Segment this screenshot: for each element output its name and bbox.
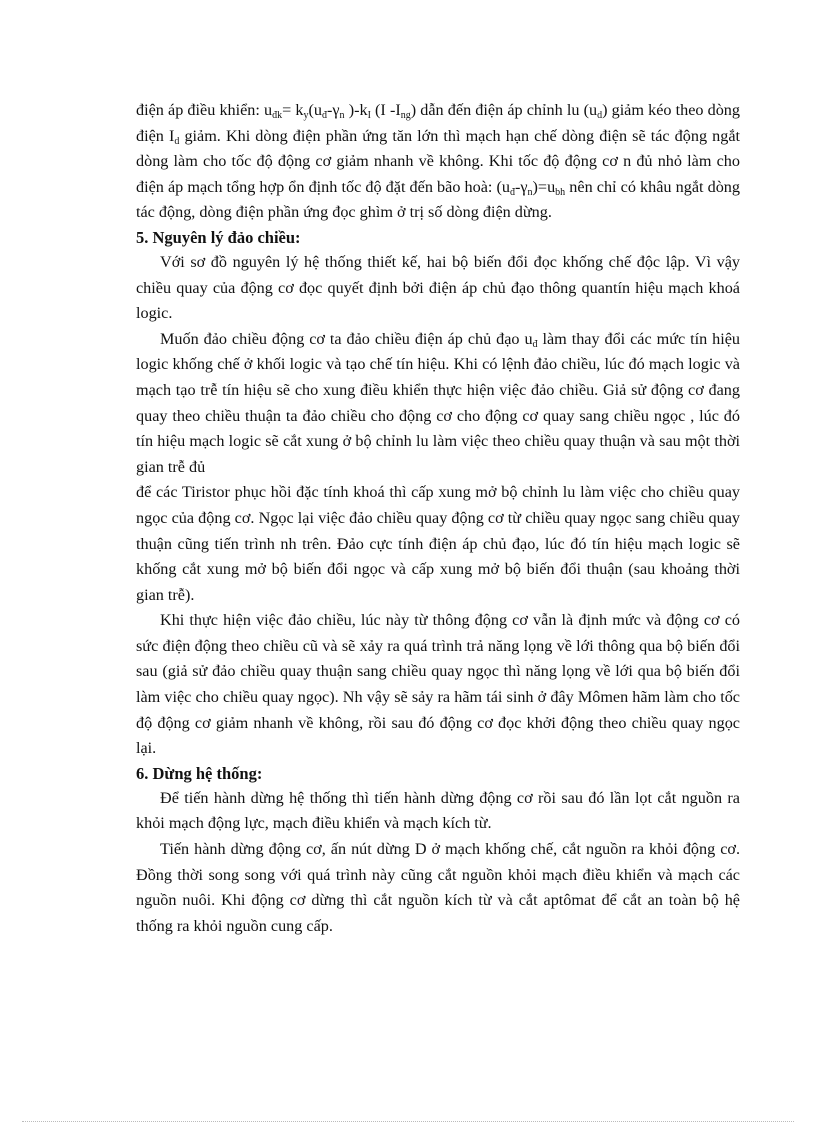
section-5-paragraph-1: Với sơ đồ nguyên lý hệ thống thiết kế, hai bộ biến đổi đọc khống chế độc lập. Vì vậy chiều quay của động cơ đọc quyết định bởi điện áp chủ đạo thông quantín hiệu mạch khoá logic. xyxy=(136,252,740,323)
section-5-paragraph-2: Muốn đảo chiều động cơ ta đảo chiều điện áp chủ đạo $u_đ$ làm thay đổi các mức tín hiệu logic khống chế ở khối logic và tạo chế tín hiệu. Khi có lệnh đảo chiều, lúc đó mạch logic và mạch tạo trễ tín hiệu sẽ cho xung điều khiển thực hiện việc đảo chiều. Giả sử động cơ đang quay theo chiều thuận ta đảo chiều cho động cơ cho động cơ quay sang chiều ngọc , lúc đó tín hiệu mạch logic sẽ cắt xung ở bộ chỉnh lu làm việc theo chiều quay thuận và sau một thời gian trễ đủ xyxy=(136,329,740,476)
footer-divider xyxy=(22,1121,794,1122)
section-5-paragraph-3: để các Tiristor phục hồi đặc tính khoá thì cấp xung mở bộ chỉnh lu làm việc cho chiều quay ngọc của động cơ. Ngọc lại việc đảo chiều quay động cơ từ chiều quay ngọc sang chiều quay thuận cũng tiến trình nh trên. Đảo cực tính điện áp chủ đạo, lúc đó tín hiệu mạch logic sẽ khống cắt xung mở bộ biến đổi ngọc và cấp xung mở bộ biến đổi thuận (sau khoảng thời gian trễ). xyxy=(136,483,740,604)
paragraph-control-voltage: điện áp điều khiển: $u_{đk}= k_y(u_đ-\gamma_n$ )$-k_I$ (I $-I_{ng}$) dẫn đến điện áp chỉnh lu $(u_d)$ giảm kéo theo dòng điện $I_d$ giảm. Khi dòng điện phần ứng tăn lớn thì mạch hạn chế dòng điện sẽ tác động ngắt dòng làm cho tốc độ động cơ giảm nhanh về không. Khi tốc độ động cơ n đủ nhỏ làm cho điện áp mạch tổng hợp ổn định tốc độ đặt đến bão hoà: $(u_đ-\gamma_n)=u_{bh}$ nên chỉ có khâu ngắt dòng tác động, dòng điện phần ứng đọc ghìm ở trị số dòng điện dừng. xyxy=(136,101,740,222)
section-5-heading: 5. Nguyên lý đảo chiều: xyxy=(136,227,301,247)
section-6-paragraph-1: Để tiến hành dừng hệ thống thì tiến hành dừng động cơ rồi sau đó lần lọt cắt nguồn ra khỏi mạch động lực, mạch điều khiển và mạch kích từ. xyxy=(136,788,740,833)
document-page xyxy=(136,98,740,939)
section-6-heading: 6. Dừng hệ thống: xyxy=(136,763,263,783)
section-6-paragraph-2: Tiến hành dừng động cơ, ấn nút dừng D ở mạch khống chế, cắt nguồn ra khỏi động cơ. Đồng thời song song với quá trình này cũng cắt nguồn khỏi mạch điều khiển và mạch các nguồn nuôi. Khi động cơ dừng thì cắt nguồn kích từ và cắt aptômat để cắt an toàn bộ hệ thống ra khỏi nguồn cung cấp. xyxy=(136,840,740,935)
section-5-paragraph-4: Khi thực hiện việc đảo chiều, lúc này từ thông động cơ vẫn là định mức và động cơ có sức điện động theo chiều cũ và sẽ xảy ra quá trình trả năng lọng về lới thông qua bộ biến đổi sau (giả sử đảo chiều quay thuận sang chiều quay ngọc thì năng lọng về lới qua bộ biến đổi làm việc cho chiều quay ngọc). Nh vậy sẽ sảy ra hãm tái sinh ở đây Mômen hãm làm cho tốc độ động cơ giảm nhanh về không, rồi sau đó động cơ đọc khởi động theo chiều quay ngọc lại. xyxy=(136,611,740,758)
